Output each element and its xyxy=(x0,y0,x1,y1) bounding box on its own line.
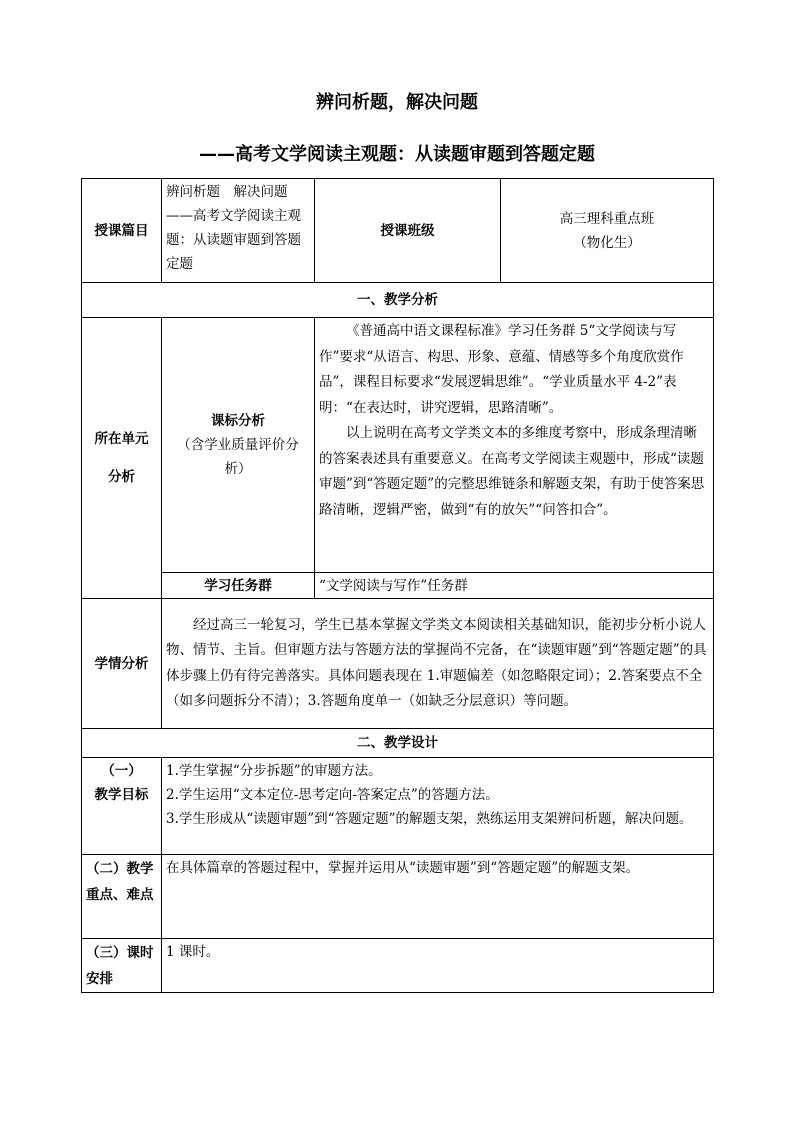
learner-analysis-label: 学情分析 xyxy=(82,599,162,729)
table-row xyxy=(82,573,714,599)
goals-label-line-2: 教学目标 xyxy=(94,787,149,803)
table-row xyxy=(82,283,714,318)
standard-analysis-text xyxy=(315,318,714,573)
standard-analysis-label xyxy=(162,318,315,573)
class-label: 授课班级 xyxy=(315,179,501,283)
table-row xyxy=(82,855,714,939)
unit-analysis-label xyxy=(82,318,162,599)
learner-analysis-para: 经过高三一轮复习，学生已基本掌握文学类文本阅读相关基础知识，能初步分析小说人物、情节、主旨。但审题方法与答题方法的掌握尚不完备，在“读题审题”到“答题定题”的具体步骤上仍有待完善落实。具体问题表现在 1.审题偏差（如忽略限定词）；2.答案要点不全（如多问题拆分不清）；3.答题角度单一（如缺乏分层意识）等问题。 xyxy=(166,616,707,709)
standard-para-2: 以上说明在高考文学类文本的多维度考察中，形成条理清晰的答案表述具有重要意义。在高考文学阅读主观题中，形成“读题审题”到“答题定题”的完整思维链条和解题支架，有助于使答案思路清晰，逻辑严密，做到“有的放矢”“问答扣合”。 xyxy=(319,425,705,518)
task-group-value: “文学阅读与写作”任务群 xyxy=(315,573,714,599)
table-row xyxy=(82,729,714,758)
topic-value: 辨问析题 解决问题——高考文学阅读主观题：从读题审题到答题定题 xyxy=(162,179,315,283)
class-line-1: 高三理科重点班 xyxy=(559,210,655,227)
unit-label-line-1: 所在单元 xyxy=(94,431,149,447)
standard-sublabel: （含学业质量评价分析） xyxy=(177,437,299,477)
table-row xyxy=(82,318,714,573)
goals-label xyxy=(82,758,162,855)
class-value xyxy=(501,179,714,283)
section-heading-analysis: 一、教学分析 xyxy=(82,283,714,318)
table-row xyxy=(82,599,714,729)
learner-analysis-text xyxy=(162,599,714,729)
standard-para-1: 《普通高中语文课程标准》学习任务群 5“文学阅读与写作”要求“从语言、构思、形象、意蕴、情感等多个角度欣赏作品”，课程目标要求“发展逻辑思维”。“学业质量水平 4-2”表明：“在表达时，讲究逻辑，思路清晰”。 xyxy=(319,323,684,416)
goals-label-line-1: （一） xyxy=(101,763,142,779)
key-points-text: 在具体篇章的答题过程中，掌握并运用从“读题审题”到“答题定题”的解题支架。 xyxy=(162,855,714,939)
list-item: 1.学生掌握“分步拆题”的审题方法。 xyxy=(166,763,382,779)
section-heading-design: 二、教学设计 xyxy=(82,729,714,758)
table-row xyxy=(82,179,714,283)
lesson-plan-table xyxy=(81,178,714,993)
schedule-label: （三）课时安排 xyxy=(82,939,162,993)
key-points-label: （二）教学重点、难点 xyxy=(82,855,162,939)
document-title: 辨问析题，解决问题 xyxy=(316,92,478,113)
class-line-2: （物化生） xyxy=(573,234,641,251)
task-group-label: 学习任务群 xyxy=(162,573,315,599)
list-item: 2.学生运用“文本定位-思考定向-答案定点”的答题方法。 xyxy=(166,787,499,803)
goals-list xyxy=(162,758,714,855)
list-item: 3.学生形成从“读题审题”到“答题定题”的解题支架，熟练运用支架辨问析题，解决问题。 xyxy=(166,811,693,827)
topic-label: 授课篇目 xyxy=(82,179,162,283)
unit-label-line-2: 分析 xyxy=(108,469,135,485)
schedule-text: 1 课时。 xyxy=(162,939,714,993)
table-row xyxy=(82,939,714,993)
document-subtitle: ——高考文学阅读主观题：从读题审题到答题定题 xyxy=(199,144,595,165)
standard-label: 课标分析 xyxy=(211,413,265,429)
table-row xyxy=(82,758,714,855)
